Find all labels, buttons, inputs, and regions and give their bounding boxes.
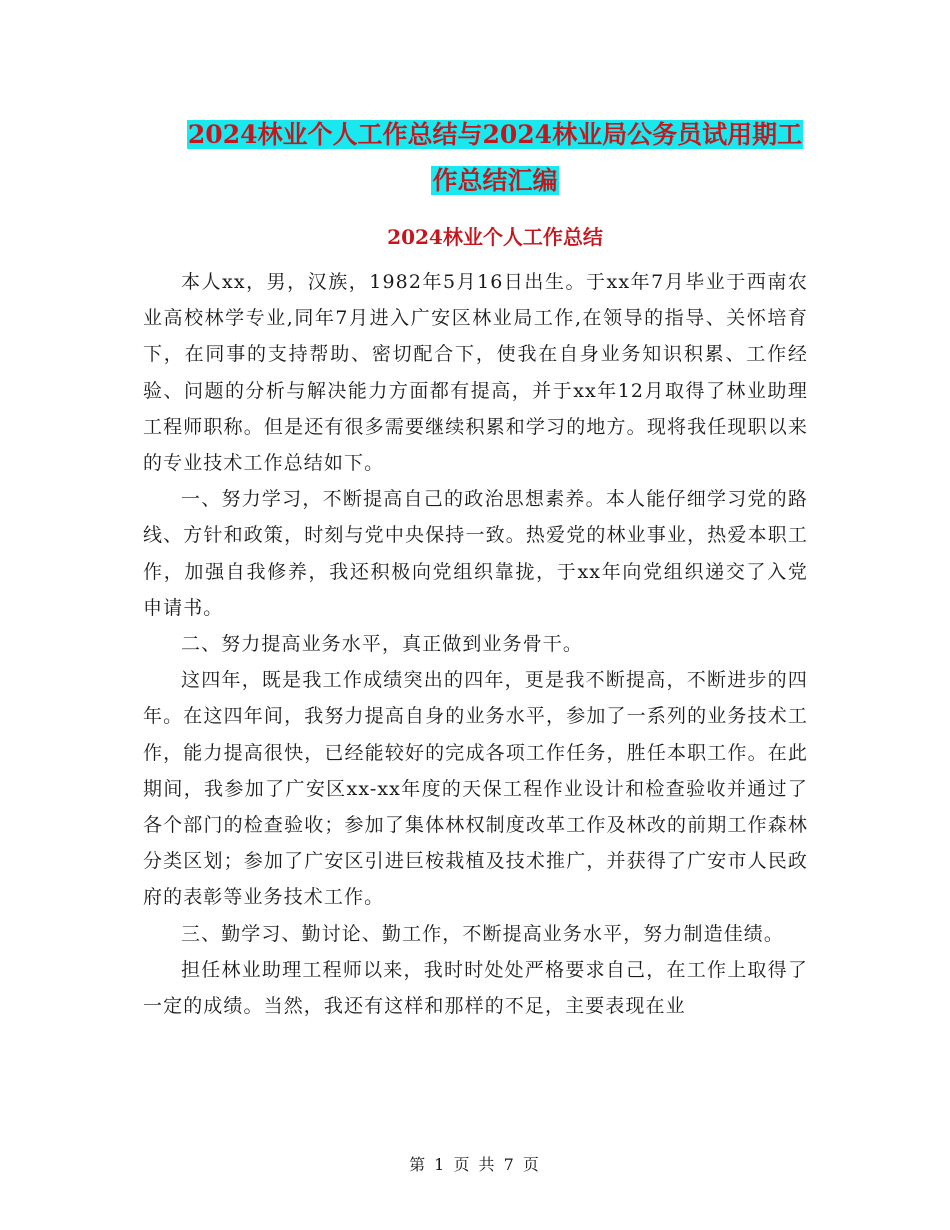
document-title <box>140 112 850 204</box>
section-title: 2024林业个人工作总结 <box>387 225 603 249</box>
paragraph: 二、努力提高业务水平，真正做到业务骨干。 <box>181 633 584 656</box>
paragraph: 三、勤学习、勤讨论、勤工作，不断提高业务水平，努力制造佳绩。 <box>181 922 785 945</box>
title-line-2: 作总结汇编 <box>432 166 558 195</box>
document-body <box>143 264 808 1024</box>
paragraph: 一、努力学习，不断提高自己的政治思想素养。本人能仔细学习党的路线、方针和政策，时刻与党中央保持一致。热爱党的林业事业，热爱本职工作，加强自我修养，我还积极向党组织靠拢，于xx年向党组织递交了入党申请书。 <box>143 488 808 619</box>
page-number-footer: 第 1 页 共 7 页 <box>409 1155 541 1174</box>
paragraph: 担任林业助理工程师以来，我时时处处严格要求自己，在工作上取得了一定的成绩。当然，我还有这样和那样的不足，主要表现在业 <box>143 958 808 1018</box>
title-line-1: 2024林业个人工作总结与2024林业局公务员试用期工 <box>187 120 803 149</box>
paragraph: 这四年，既是我工作成绩突出的四年，更是我不断提高，不断进步的四年。在这四年间，我努力提高自身的业务水平，参加了一系列的业务技术工作，能力提高很快，已经能较好的完成各项工作任务，胜任本职工作。在此期间，我参加了广安区xx-xx年度的天保工程作业设计和检查验收并通过了各个部门的检查验收；参加了集体林权制度改革工作及林改的前期工作森林分类区划；参加了广安区引进巨桉栽植及技术推广，并获得了广安市人民政府的表彰等业务技术工作。 <box>143 669 808 909</box>
paragraph: 本人xx，男，汉族，1982年5月16日出生。于xx年7月毕业于西南农业高校林学专业,同年7月进入广安区林业局工作,在领导的指导、关怀培育下，在同事的支持帮助、密切配合下，使我在自身业务知识积累、工作经验、问题的分析与解决能力方面都有提高，并于xx年12月取得了林业助理工程师职称。但是还有很多需要继续积累和学习的地方。现将我任现职以来的专业技术工作总结如下。 <box>143 271 808 475</box>
